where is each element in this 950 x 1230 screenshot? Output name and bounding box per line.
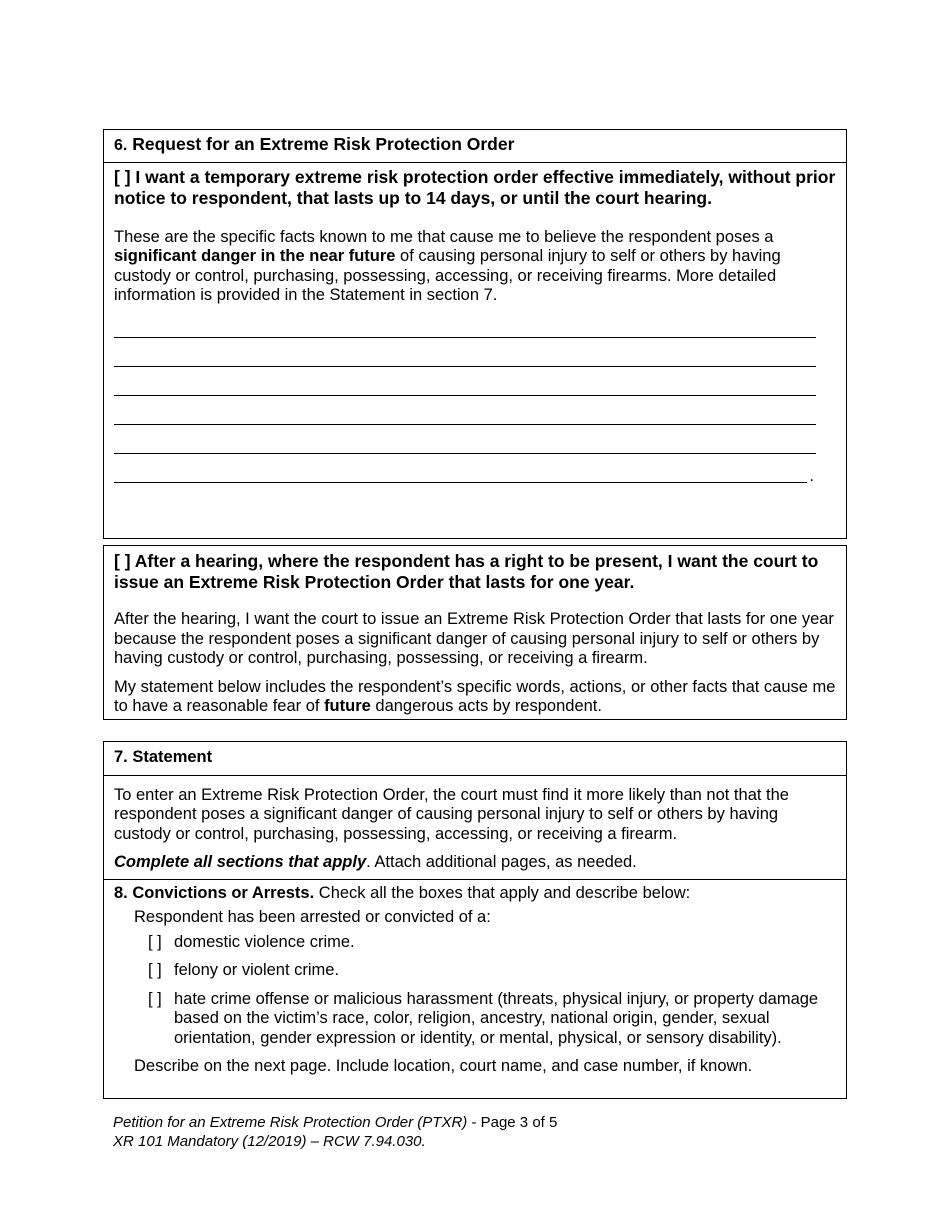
- footer-page-number: - Page 3 of 5: [467, 1114, 558, 1131]
- section-8-intro: Respondent has been arrested or convicted of a:: [134, 908, 491, 926]
- page-footer: [113, 1114, 557, 1151]
- hearing-para2-text-2: dangerous acts by respondent.: [370, 697, 602, 715]
- section-8-body: [104, 880, 846, 1077]
- footer-form-title: Petition for an Extreme Risk Protection Order (PTXR): [113, 1114, 468, 1131]
- option-felony: [114, 961, 836, 981]
- footer-form-code: XR 101 Mandatory (12/2019) – RCW 7.94.030.: [113, 1132, 426, 1150]
- hearing-paragraph-2: [114, 678, 836, 717]
- temporary-order-checkbox[interactable]: [ ]: [114, 166, 131, 187]
- footer-line-1: [113, 1114, 557, 1133]
- hearing-paragraph-1: After the hearing, I want the court to issue an Extreme Risk Protection Order that lasts for one year because the respondent poses a significant danger of causing personal injury to self or others by having custody or control, purchasing, possessing, or receiving a firearm.: [114, 610, 834, 667]
- hearing-order-checkbox[interactable]: [ ]: [114, 551, 131, 571]
- section-6-box: [103, 129, 847, 539]
- section-7-paragraph: To enter an Extreme Risk Protection Order, the court must find it more likely than not that the respondent poses a significant danger of causing personal injury to self or others by having custody or control, purchasing, possessing, accessing, or receiving a firearm.: [114, 785, 789, 843]
- temporary-order-heading: I want a temporary extreme risk protection order effective immediately, without prior notice to respondent, that lasts up to 14 days, or until the court hearing.: [114, 166, 836, 208]
- facts-line[interactable]: [114, 396, 816, 425]
- section-7-instruction: [114, 853, 836, 873]
- hearing-para2-text-1: My statement below includes the respondent’s specific words, actions, or other facts that cause me to have a reasonable fear of: [114, 677, 836, 715]
- facts-text-1: These are the specific facts known to me that cause me to believe the respondent poses a: [114, 227, 774, 246]
- section-6-number: 6.: [114, 137, 128, 154]
- temporary-facts-paragraph: [114, 228, 836, 306]
- footer-line-2: [113, 1133, 557, 1152]
- option-domestic-violence: [114, 933, 836, 953]
- facts-line[interactable]: [114, 309, 816, 338]
- hearing-para2-bold: future: [324, 697, 371, 715]
- felony-checkbox[interactable]: [ ]: [148, 961, 162, 979]
- section-8-title: [114, 884, 836, 904]
- facts-line[interactable]: [114, 425, 816, 454]
- facts-line[interactable]: [114, 367, 816, 396]
- line-end-period: .: [809, 467, 814, 485]
- domestic-violence-checkbox[interactable]: [ ]: [148, 932, 162, 951]
- hearing-order-option: [114, 551, 836, 593]
- section-8-title-bold: 8. Convictions or Arrests.: [114, 883, 315, 902]
- facts-lines: [114, 309, 836, 483]
- section-7-body: [104, 776, 846, 880]
- hate-crime-checkbox[interactable]: [ ]: [148, 989, 162, 1008]
- felony-label: felony or violent crime.: [174, 961, 340, 979]
- hate-crime-label: hate crime offense or malicious harassment (threats, physical injury, or property damage based on the victim’s race, color, religion, ancestry, national origin, gender, sexual orientation, gender expression or identity, or mental, physical, or sensory disability).: [174, 989, 819, 1047]
- facts-text-bold: significant danger in the near future: [114, 247, 396, 265]
- section-7-title: 7. Statement: [104, 742, 846, 776]
- section-6-title-text: Request for an Extreme Risk Protection Order: [132, 134, 515, 154]
- temporary-order-option: [114, 167, 836, 209]
- hearing-order-box: [103, 545, 847, 720]
- hearing-order-heading: After a hearing, where the respondent has a right to be present, I want the court to issue an Extreme Risk Protection Order that lasts for one year.: [114, 551, 819, 592]
- instruction-bold: Complete all sections that apply: [114, 853, 367, 871]
- section-8-describe: Describe on the next page. Include location, court name, and case number, if known.: [134, 1057, 753, 1075]
- facts-line[interactable]: [114, 454, 814, 485]
- section-7-8-box: [103, 741, 847, 1099]
- domestic-violence-label: domestic violence crime.: [174, 932, 355, 951]
- facts-line[interactable]: [114, 338, 816, 367]
- section-6-title: [104, 130, 846, 163]
- option-hate-crime: [114, 990, 836, 1049]
- facts-text-2: of causing personal injury to self or others by having custody or control, purchasing, possessing, accessing, or receiving firearms. More detailed information is provided in the Statement in section 7.: [114, 247, 781, 304]
- instruction-rest: . Attach additional pages, as needed.: [366, 853, 637, 871]
- section-8-title-rest: Check all the boxes that apply and describe below:: [314, 883, 691, 902]
